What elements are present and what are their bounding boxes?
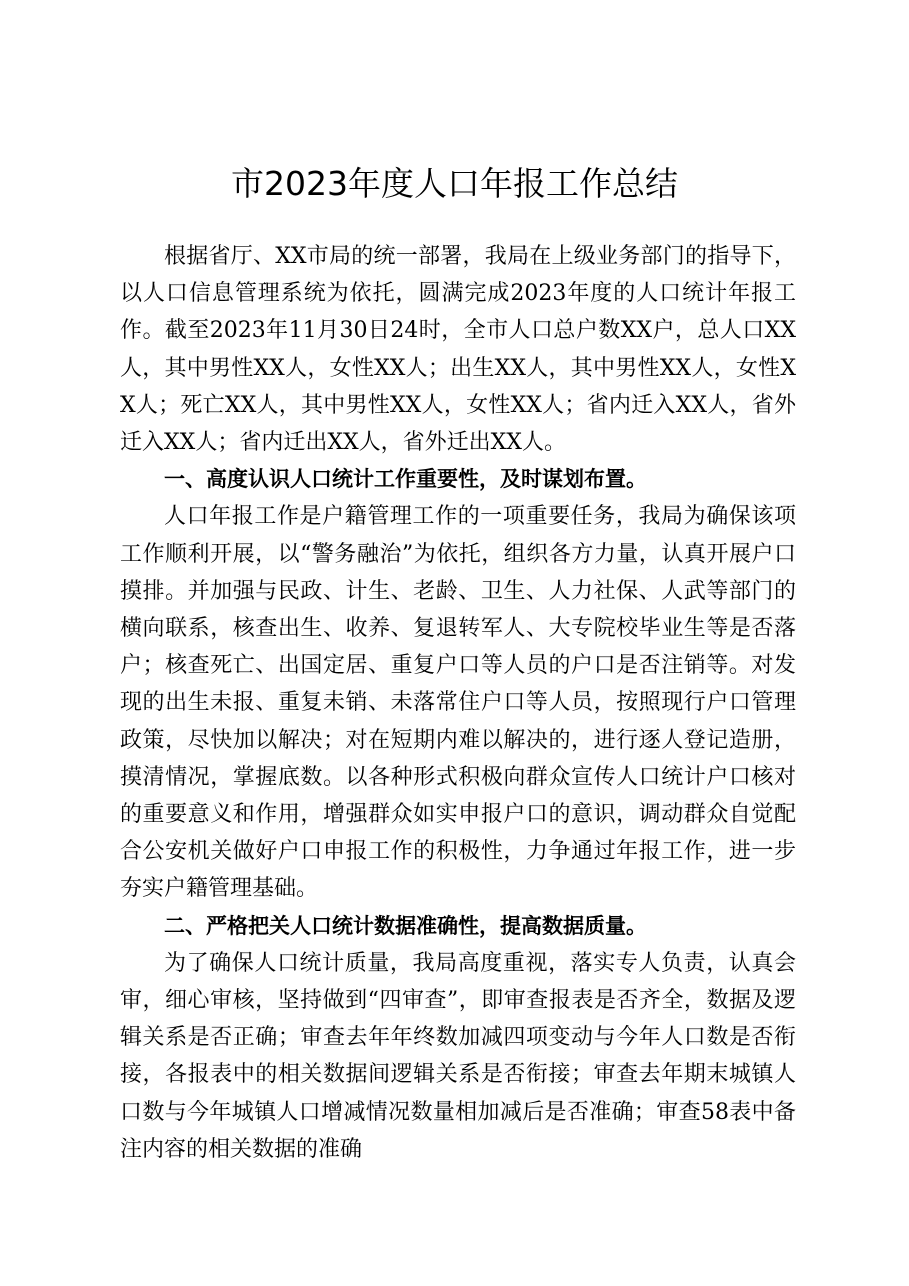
section-heading: 二、严格把关人口统计数据准确性，提高数据质量。 [164,913,647,938]
body-paragraph: 为了确保人口统计质量，我局高度重视，落实专人负责，认真会审，细心审核，坚持做到“四审查”，即审查报表是否齐全，数据及逻辑关系是否正确；审查去年年终数加减四项变动与今年人口数是否衔接，各报表中的相关数据间逻辑关系是否衔接；审查去年期末城镇人口数与今年城镇人口增减情况数量相加减后是否准确；审查58表中备注内容的相关数据的准确 [120,950,796,1162]
document-body [120,238,796,1168]
body-paragraph: 人口年报工作是户籍管理工作的一项重要任务，我局为确保该项工作顺利开展，以“警务融治”为依托，组织各方力量，认真开展户口摸排。并加强与民政、计生、老龄、卫生、人力社保、人武等部门的横向联系，核查出生、收养、复退转军人、大专院校毕业生等是否落户；核查死亡、出国定居、重复户口等人员的户口是否注销等。对发现的出生未报、重复未销、未落常住户口等人员，按照现行户口管理政策，尽快加以解决；对在短期内难以解决的，进行逐人登记造册，摸清情况，掌握底数。以各种形式积极向群众宣传人口统计户口核对的重要意义和作用，增强群众如实申报户口的意识，调动群众自觉配合公安机关做好户口申报工作的积极性，力争通过年报工作，进一步夯实户籍管理基础。 [120,504,796,902]
document-title: 市2023年度人口年报工作总结 [231,164,678,203]
body-paragraph: 根据省厅、XX市局的统一部署，我局在上级业务部门的指导下，以人口信息管理系统为依托，圆满完成2023年度的人口统计年报工作。截至2023年11月30日24时，全市人口总户数XX户，总人口XX人，其中男性XX人，女性XX人；出生XX人，其中男性XX人，女性XX人；死亡XX人，其中男性XX人，女性XX人；省内迁入XX人，省外迁入XX人；省内迁出XX人，省外迁出XX人。 [120,244,796,456]
section-heading: 一、高度认识人口统计工作重要性，及时谋划布置。 [164,467,647,492]
